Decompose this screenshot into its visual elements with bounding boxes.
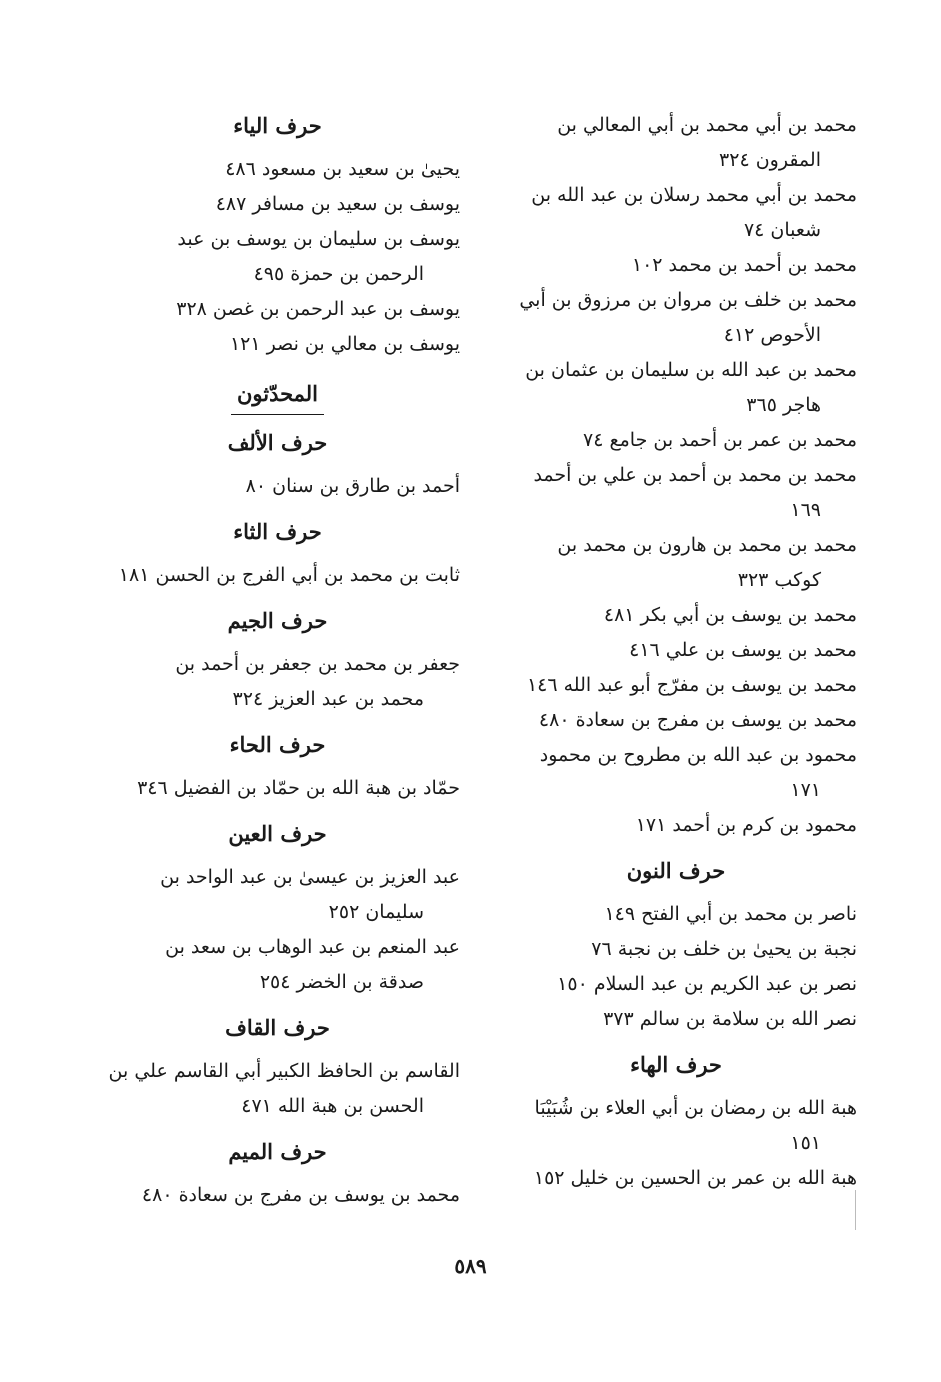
index-entry	[495, 1002, 857, 1037]
entries-mim-continued	[495, 108, 857, 843]
index-entry	[95, 152, 460, 187]
entries-ha	[495, 1091, 857, 1196]
index-entry	[95, 187, 460, 222]
entry-text: محمد بن يوسف بن علي ٤١٦	[629, 639, 857, 661]
entry-text: القاسم بن الحافظ الكبير أبي القاسم علي بن	[108, 1060, 460, 1082]
right-column	[495, 108, 857, 1196]
index-entry	[95, 327, 460, 362]
entry-text: محمد بن أحمد بن محمد ١٠٢	[631, 254, 857, 276]
index-entry	[495, 967, 857, 1002]
entry-text: هبة الله بن عمر بن الحسين بن خليل ١٥٢	[533, 1167, 857, 1189]
index-entry	[495, 178, 857, 248]
index-entry	[495, 668, 857, 703]
entry-continuation: محمد بن عبد العزيز ٣٢٤	[232, 688, 424, 710]
index-entry	[95, 558, 460, 593]
entry-continuation: ١٧١	[790, 779, 821, 801]
index-entry	[495, 598, 857, 633]
entry-text: محمد بن خلف بن مروان بن مرزوق بن أبي	[519, 289, 857, 311]
heading-hha: حرف الحاء	[229, 732, 326, 757]
section-title	[95, 376, 460, 415]
entry-continuation: الأحوص ٤١٢	[723, 324, 821, 346]
entry-text: محمود بن كرم بن أحمد ١٧١	[635, 814, 857, 836]
entry-text: محمد بن يوسف بن مفرج بن سعادة ٤٨٠	[141, 1184, 460, 1206]
page-number: ٥٨٩	[454, 1254, 487, 1278]
entry-text: حمّاد بن هبة الله بن حمّاد بن الفضيل ٣٤٦	[137, 777, 460, 799]
entry-text: محمد بن أبي محمد بن أبي المعالي بن	[557, 114, 857, 136]
entry-continuation: شعبان ٧٤	[743, 219, 821, 241]
heading-mim: حرف الميم	[228, 1139, 327, 1164]
entry-text: ثابت بن محمد بن أبي الفرج بن الحسن ١٨١	[118, 564, 460, 586]
index-entry	[495, 248, 857, 283]
entries-tha	[95, 558, 460, 593]
entry-continuation: ١٥١	[790, 1132, 821, 1154]
entry-continuation: هاجر ٣٦٥	[746, 394, 821, 416]
index-entry	[495, 932, 857, 967]
index-entry	[495, 738, 857, 808]
index-entry	[95, 1054, 460, 1124]
heading-alif: حرف الألف	[227, 430, 328, 455]
entry-text: يوسف بن سعيد بن مسافر ٤٨٧	[215, 193, 460, 215]
index-entry	[95, 860, 460, 930]
entry-text: محمود بن عبد الله بن مطروح بن محمود	[539, 744, 857, 766]
entry-continuation: كوكب ٣٢٣	[737, 569, 821, 591]
entries-mim	[95, 1178, 460, 1213]
entry-continuation: سليمان ٢٥٢	[328, 901, 424, 923]
index-entry	[495, 1091, 857, 1161]
entry-text: عبد العزيز بن عيسىٰ بن عبد الواحد بن	[160, 866, 460, 888]
entry-text: نصر بن عبد الكريم بن عبد السلام ١٥٠	[557, 973, 857, 995]
entry-text: جعفر بن محمد بن جعفر بن أحمد بن	[175, 653, 460, 675]
entry-text: محمد بن محمد بن هارون بن محمد بن	[557, 534, 857, 556]
entry-text: يحيىٰ بن سعيد بن مسعود ٤٨٦	[225, 158, 460, 180]
entry-text: يوسف بن معالي بن نصر ١٢١	[229, 333, 460, 355]
index-entry	[95, 222, 460, 292]
entries-hha	[95, 771, 460, 806]
index-entry	[95, 292, 460, 327]
entry-text: محمد بن محمد بن أحمد بن علي بن أحمد	[533, 464, 857, 486]
entries-jim	[95, 647, 460, 717]
index-entry	[95, 647, 460, 717]
section-title-text: المحدّثون	[231, 376, 324, 415]
entry-text: نجبة بن يحيىٰ بن خلف بن نجبة ٧٦	[591, 938, 857, 960]
index-entry	[495, 423, 857, 458]
heading-nun: حرف النون	[626, 858, 726, 883]
entry-continuation: الحسن بن هبة الله ٤٧١	[241, 1095, 424, 1117]
index-entry	[95, 771, 460, 806]
entries-nun	[495, 897, 857, 1037]
entry-text: ناصر بن محمد بن أبي الفتح ١٤٩	[604, 903, 857, 925]
index-entry	[95, 1178, 460, 1213]
index-entry	[495, 528, 857, 598]
index-entry	[495, 897, 857, 932]
heading-ya: حرف الياء	[233, 113, 322, 138]
entry-text: يوسف بن سليمان بن يوسف بن عبد	[177, 228, 460, 250]
index-entry	[95, 469, 460, 504]
entry-continuation: المقرون ٣٢٤	[719, 149, 821, 171]
heading-jim: حرف الجيم	[227, 608, 328, 633]
heading-ayn: حرف العين	[228, 821, 327, 846]
entries-alif	[95, 469, 460, 504]
entries-ayn	[95, 860, 460, 1000]
heading-tha: حرف الثاء	[233, 519, 322, 544]
index-entry	[95, 930, 460, 1000]
entry-text: عبد المنعم بن عبد الوهاب بن سعد بن	[165, 936, 460, 958]
entry-continuation: ١٦٩	[790, 499, 821, 521]
entry-text: محمد بن يوسف بن مفرج بن سعادة ٤٨٠	[538, 709, 857, 731]
index-entry	[495, 1161, 857, 1196]
entry-text: محمد بن عمر بن أحمد بن جامع ٧٤	[583, 429, 857, 451]
margin-rule	[855, 1190, 856, 1230]
entry-text: محمد بن يوسف بن مفرّج أبو عبد الله ١٤٦	[526, 674, 857, 696]
heading-qaf: حرف القاف	[225, 1015, 330, 1040]
index-entry	[495, 283, 857, 353]
index-entry	[495, 353, 857, 423]
entry-text: محمد بن أبي محمد رسلان بن عبد الله بن	[531, 184, 857, 206]
entry-text: نصر الله بن سلامة بن سالم ٣٧٣	[603, 1008, 857, 1030]
heading-ha: حرف الهاء	[630, 1052, 722, 1077]
index-entry	[495, 108, 857, 178]
entry-continuation: صدقة بن الخضر ٢٥٤	[259, 971, 424, 993]
index-entry	[495, 458, 857, 528]
entry-text: محمد بن عبد الله بن سليمان بن عثمان بن	[525, 359, 857, 381]
entry-continuation: الرحمن بن حمزة ٤٩٥	[253, 263, 424, 285]
entry-text: هبة الله بن رمضان بن أبي العلاء بن شُبَيْبَا	[534, 1097, 857, 1119]
left-column	[95, 108, 460, 1213]
entry-text: محمد بن يوسف بن أبي بكر ٤٨١	[603, 604, 857, 626]
entries-ya	[95, 152, 460, 362]
entry-text: أحمد بن طارق بن سنان ٨٠	[245, 475, 460, 497]
entries-qaf	[95, 1054, 460, 1124]
index-entry	[495, 703, 857, 738]
index-entry	[495, 633, 857, 668]
index-entry	[495, 808, 857, 843]
entry-text: يوسف بن عبد الرحمن بن غصن ٣٢٨	[176, 298, 460, 320]
